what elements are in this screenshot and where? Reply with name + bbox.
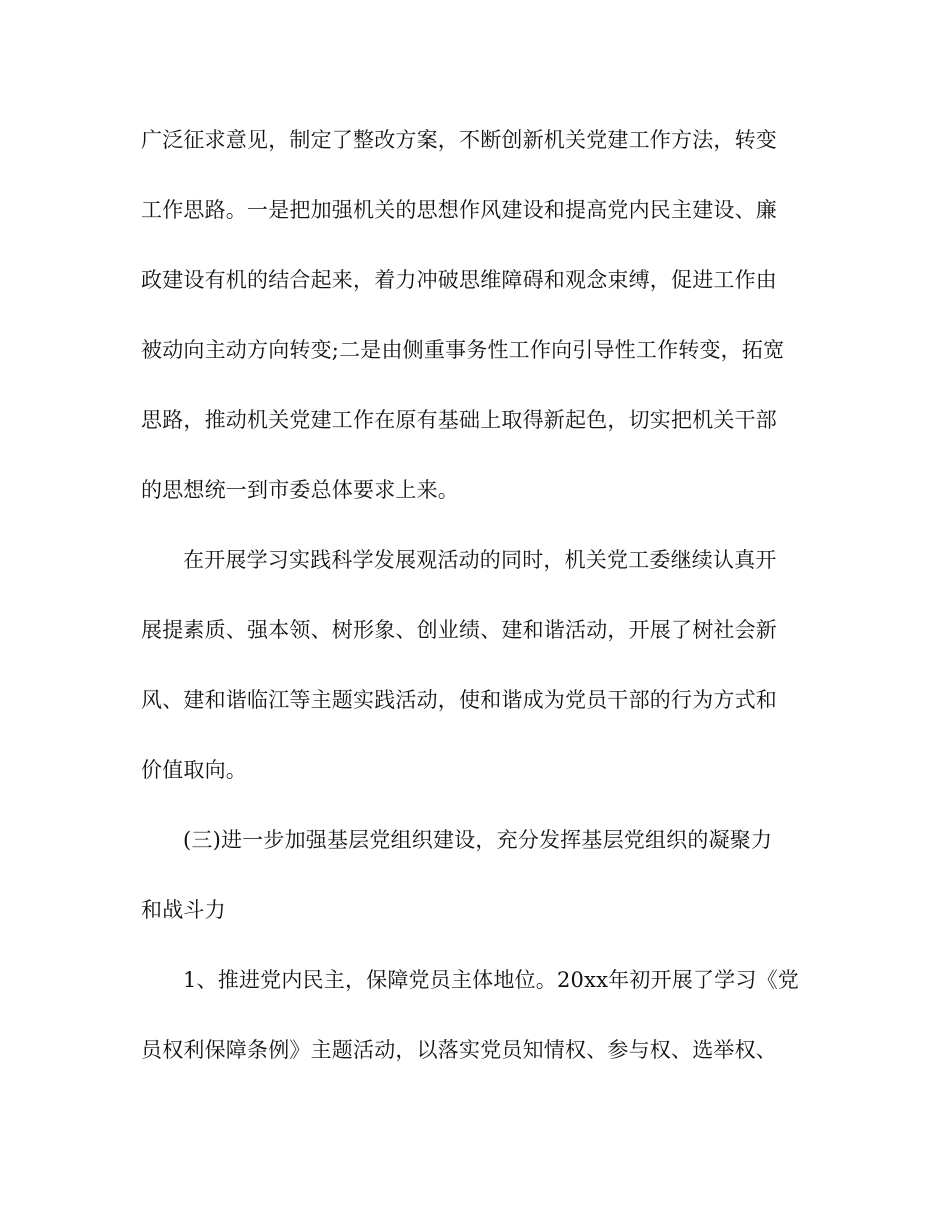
paragraph-line-2: 工作思路。一是把加强机关的思想作风建设和提高党内民主建设、廉 (141, 198, 777, 222)
paragraph-line-7: 在开展学习实践科学发展观活动的同时，机关党工委继续认真开 (183, 548, 777, 572)
paragraph-line-3: 政建设有机的结合起来，着力冲破思维障碍和观念束缚，促进工作由 (141, 268, 777, 292)
paragraph-line-11: 1、推进党内民主，保障党员主体地位。20xx年初开展了学习《党 (183, 968, 799, 992)
paragraph-line-8: 展提素质、强本领、树形象、创业绩、建和谐活动，开展了树社会新 (141, 618, 777, 642)
paragraph-line-5: 思路，推动机关党建工作在原有基础上取得新起色，切实把机关干部 (141, 408, 777, 432)
paragraph-line-4: 被动向主动方向转变;二是由侧重事务性工作向引导性工作转变，拓宽 (141, 338, 785, 362)
paragraph-line-9: 风、建和谐临江等主题实践活动，使和谐成为党员干部的行为方式和 (141, 688, 777, 712)
paragraph-line-12: 员权利保障条例》主题活动，以落实党员知情权、参与权、选举权、 (141, 1038, 777, 1062)
paragraph-line-1: 广泛征求意见，制定了整改方案，不断创新机关党建工作方法，转变 (141, 128, 777, 152)
paragraph-line-10: 价值取向。 (141, 758, 247, 782)
paragraph-line-6: 的思想统一到市委总体要求上来。 (141, 478, 459, 502)
section-heading-line-1: (三)进一步加强基层党组织建设，充分发挥基层党组织的凝聚力 (183, 828, 773, 852)
section-heading-line-2: 和战斗力 (141, 898, 226, 922)
